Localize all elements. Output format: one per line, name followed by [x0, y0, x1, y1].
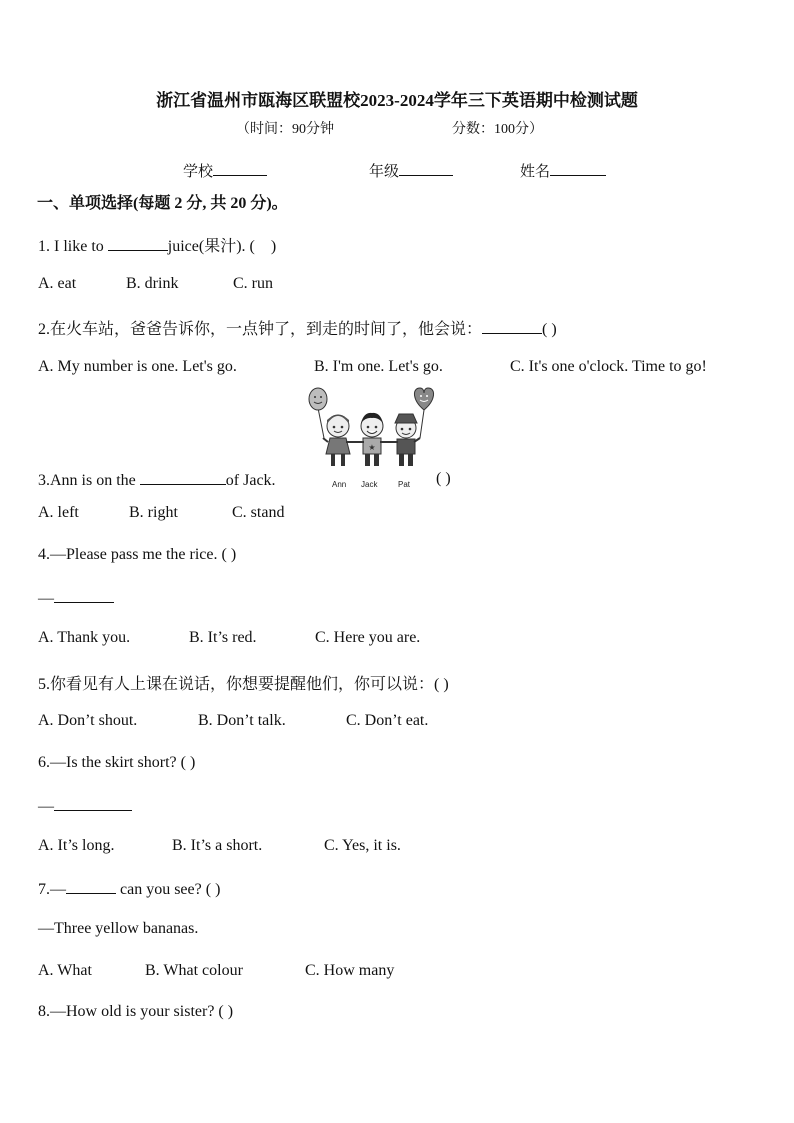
answer-parens[interactable]: ( )	[436, 470, 451, 487]
label-jack: Jack	[361, 480, 378, 489]
response-line: —	[38, 796, 132, 816]
section-heading: 一、单项选择(每题 2 分, 共 20 分)。	[37, 195, 288, 212]
option-c[interactable]: C. Don’t eat.	[346, 712, 429, 729]
question-1: 1. I like to juice(果汁). ( )	[38, 238, 277, 255]
grade-blank[interactable]	[399, 161, 453, 176]
school-label: 学校	[183, 164, 214, 180]
option-b[interactable]: B. right	[129, 504, 178, 521]
exam-time: （时间：90分钟	[236, 122, 334, 137]
option-c[interactable]: C. run	[233, 275, 273, 292]
grade-label: 年级	[369, 164, 400, 180]
question-7: 7.— can you see? ( )	[38, 881, 221, 898]
option-b[interactable]: B. I'm one. Let's go.	[314, 358, 443, 375]
grade-field	[369, 160, 453, 181]
page-title: 浙江省温州市瓯海区联盟校2023-2024学年三下英语期中检测试题	[156, 91, 638, 110]
label-pat: Pat	[398, 480, 411, 489]
option-b[interactable]: B. Don’t talk.	[198, 712, 286, 729]
svg-text:★: ★	[368, 443, 376, 452]
question-3: 3.Ann is on the of Jack.	[38, 472, 276, 489]
name-field	[520, 160, 606, 181]
option-b[interactable]: B. It’s red.	[189, 629, 257, 646]
option-a[interactable]: A. Don’t shout.	[38, 712, 138, 729]
school-blank[interactable]	[213, 161, 267, 176]
question-2: 2.在火车站，爸爸告诉你，一点钟了，到走的时间了，他会说： ( )	[38, 321, 557, 338]
answer-blank[interactable]	[482, 319, 542, 334]
kids-holding-hands-illustration	[308, 386, 442, 486]
answer-blank[interactable]	[54, 796, 132, 811]
option-a[interactable]: A. My number is one. Let's go.	[38, 358, 237, 375]
answer-blank[interactable]	[54, 588, 114, 603]
option-a[interactable]: A. eat	[38, 275, 77, 292]
option-b[interactable]: B. What colour	[145, 962, 243, 979]
name-label: 姓名	[520, 164, 551, 180]
school-field	[183, 160, 267, 181]
answer-blank[interactable]	[140, 470, 226, 485]
question-5: 5.你看见有人上课在说话，你想要提醒他们，你可以说：( )	[38, 676, 449, 693]
question-8: 8.—How old is your sister? ( )	[38, 1003, 234, 1020]
answer-blank[interactable]	[108, 236, 168, 251]
response-line: —	[38, 588, 114, 608]
option-b[interactable]: B. It’s a short.	[172, 837, 263, 854]
question-7-answer-line: —Three yellow bananas.	[38, 920, 199, 937]
kids-picture	[308, 386, 442, 490]
label-ann: Ann	[332, 480, 347, 489]
exam-score: 分数：100分）	[452, 122, 543, 137]
option-c[interactable]: C. Here you are.	[315, 629, 421, 646]
option-a[interactable]: A. left	[38, 504, 79, 521]
answer-blank[interactable]	[66, 879, 116, 894]
option-b[interactable]: B. drink	[126, 275, 179, 292]
option-c[interactable]: C. stand	[232, 504, 285, 521]
option-c[interactable]: C. How many	[305, 962, 395, 979]
name-blank[interactable]	[550, 161, 606, 176]
question-4: 4.—Please pass me the rice. ( )	[38, 546, 237, 563]
option-a[interactable]: A. It’s long.	[38, 837, 115, 854]
option-a[interactable]: A. Thank you.	[38, 629, 131, 646]
option-a[interactable]: A. What	[38, 962, 92, 979]
question-6: 6.—Is the skirt short? ( )	[38, 754, 196, 771]
option-c[interactable]: C. It's one o'clock. Time to go!	[510, 358, 707, 375]
option-c[interactable]: C. Yes, it is.	[324, 837, 401, 854]
